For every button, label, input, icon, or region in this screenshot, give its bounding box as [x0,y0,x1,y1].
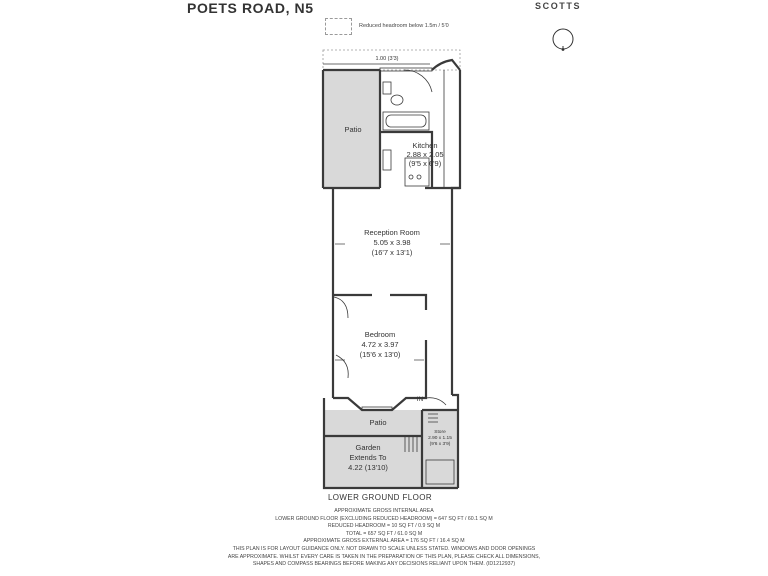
garden-name: Garden [355,443,381,452]
brand-logo: SCOTTS [535,1,582,11]
entrance-door-arc [426,398,446,405]
garden-label [330,443,406,473]
note-line: SHAPES AND COMPASS BEARINGS BEFORE MAKING ANY DECISIONS RELIANT UPON THEM. (ID1212937) [252,561,516,568]
reduced-headroom-legend-text: Reduced headroom below 1.5m / 5'0 [359,23,449,29]
top-dimension-label: 1.00 (3'3) [375,56,399,62]
patio-top-label: Patio [344,125,362,134]
note-line: REDUCED HEADROOM = 10 SQ FT / 0.9 SQ M [327,523,441,530]
kitchen-imperial: (9'5 x 6'9) [408,159,442,168]
kitchen-label [390,141,460,168]
bedroom-name: Bedroom [364,330,396,339]
reception-metric: 5.05 x 3.98 [373,238,411,247]
reception-imperial: (16'7 x 13'1) [371,248,413,257]
store-imperial: (9'6 x 3'9) [429,442,451,447]
basin [383,82,391,94]
hob-1 [409,175,413,179]
page-title: POETS ROAD, N5 [187,0,314,16]
note-line: ARE APPROXIMATE. WHILST EVERY CARE IS TAKEN IN THE PREPARATION OF THIS PLAN, PLEASE CHECK ALL DIMENSIONS, [227,553,541,560]
note-line: TOTAL = 657 SQ FT / 61.0 SQ M [345,530,423,537]
reception-name: Reception Room [364,228,420,237]
store-label [422,430,458,448]
patio-bottom-label: Patio [369,418,387,427]
garden-line2: Extends To [349,453,387,462]
outer-wall-right [452,70,460,395]
bay-top-right [432,60,460,70]
note-line: APPROXIMATE GROSS EXTERNAL AREA = 176 SQ FT / 16.4 SQ M [303,538,465,545]
bedroom-metric: 4.72 x 3.97 [361,340,399,349]
entrance-label: IN [416,396,424,403]
top-window [380,68,432,71]
hob-2 [417,175,421,179]
kitchen-name: Kitchen [412,141,438,150]
bathtub-inner [386,115,426,127]
note-line: THIS PLAN IS FOR LAYOUT GUIDANCE ONLY. NOT DRAWN TO SCALE UNLESS STATED. WINDOWS AND DOOR OPENINGS [232,545,536,552]
kitchen-metric: 2.88 x 2.05 [406,150,444,159]
toilet [391,95,403,105]
kitchen-door-arc [404,70,432,92]
bedroom-label [340,330,420,360]
store-metric: 2.90 x 1.15 [428,436,452,441]
reception-label [352,228,432,258]
bedroom-door-left [334,297,348,318]
note-line: APPROXIMATE GROSS INTERNAL AREA [334,508,434,514]
bedroom-imperial: (15'6 x 13'0) [359,350,401,359]
note-line: LOWER GROUND FLOOR (EXCLUDING REDUCED HEADROOM) = 647 SQ FT / 60.1 SQ M [275,515,493,522]
area-notes [214,508,554,569]
store-name: Store [434,430,446,435]
floor-label: LOWER GROUND FLOOR [327,493,433,502]
divider-wall [333,295,426,310]
garden-line3: 4.22 (13'10) [348,463,388,472]
